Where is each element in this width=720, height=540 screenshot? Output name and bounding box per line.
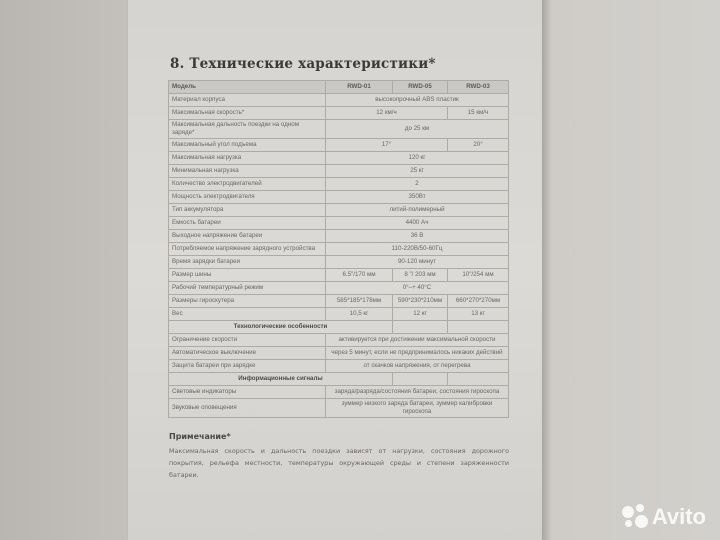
table-row — [169, 120, 509, 139]
table-row — [169, 152, 509, 165]
row-label: Максимальный угол подъема — [169, 139, 326, 152]
row-label: Выходное напряжение батареи — [169, 230, 326, 243]
row-label: Ограничение скорости — [169, 334, 326, 347]
table-row — [169, 347, 509, 360]
row-label: Вес — [169, 308, 326, 321]
value-cell: высокопрочный ABS пластик — [326, 94, 509, 107]
empty-cell — [393, 373, 448, 386]
value-cell: 6.5"/170 мм — [326, 269, 393, 282]
value-cell: 8 "/ 203 мм — [393, 269, 448, 282]
note-text: Максимальная скорость и дальность поездки зависят от нагрузки, состояния дорожного покрытия, рельефа местности, температуры окружающей среды и степени заряженности батареи. — [169, 447, 509, 479]
value-cell: 20° — [448, 139, 509, 152]
value-cell: 2 — [326, 178, 509, 191]
value-cell: активируется при достижении максимальной скорости — [326, 334, 509, 347]
table-row — [169, 191, 509, 204]
value-cell: 90-120 минут — [326, 256, 509, 269]
value-cell: 15 км/ч — [448, 107, 509, 120]
table-row — [169, 178, 509, 191]
row-label: Емкость батареи — [169, 217, 326, 230]
value-cell: 120 кг — [326, 152, 509, 165]
table-row — [169, 360, 509, 373]
value-cell: 0°–+ 40°С — [326, 282, 509, 295]
row-label: Материал корпуса — [169, 94, 326, 107]
value-cell: литий-полимерный — [326, 204, 509, 217]
section-heading: Технологические особенности — [169, 321, 393, 334]
table-row — [169, 139, 509, 152]
row-label: Тип аккумулятора — [169, 204, 326, 217]
table-row — [169, 165, 509, 178]
table-row — [169, 204, 509, 217]
table-row — [169, 282, 509, 295]
row-label: Максимальная нагрузка — [169, 152, 326, 165]
value-cell: 110-220В/50-60Гц — [326, 243, 509, 256]
row-label: Рабочий температурный режим — [169, 282, 326, 295]
empty-cell — [448, 321, 509, 334]
row-label: Максимальная скорость* — [169, 107, 326, 120]
table-row — [169, 295, 509, 308]
value-cell: 36 В — [326, 230, 509, 243]
content-flow — [168, 80, 508, 481]
table-row — [169, 308, 509, 321]
value-cell: 660*270*270мм — [448, 295, 509, 308]
table-row — [169, 94, 509, 107]
row-label: Количество электродвигателей — [169, 178, 326, 191]
row-label: Автоматическое выключение — [169, 347, 326, 360]
value-cell: 25 кг — [326, 165, 509, 178]
row-label: Модель — [169, 81, 326, 94]
row-label: Максимальная дальность поездки на одном заряде* — [169, 120, 326, 139]
value-cell: 17° — [326, 139, 448, 152]
value-cell: до 25 км — [326, 120, 509, 139]
avito-watermark — [622, 504, 706, 530]
value-cell: 13 кг — [448, 308, 509, 321]
value-cell: 590*230*210мм — [393, 295, 448, 308]
background-surface — [0, 0, 130, 540]
table-row — [169, 334, 509, 347]
row-label: Потребляемое напряжение зарядного устройства — [169, 243, 326, 256]
row-label: Размер шины — [169, 269, 326, 282]
table-row — [169, 399, 509, 418]
value-cell: 10,5 кг — [326, 308, 393, 321]
row-label: Световые индикаторы — [169, 386, 326, 399]
value-cell: через 5 минут, если не предпринималось никаких действий — [326, 347, 509, 360]
table-row — [169, 386, 509, 399]
value-cell: 350Вт — [326, 191, 509, 204]
table-row — [169, 269, 509, 282]
row-label: Звуковые оповещения — [169, 399, 326, 418]
avito-logo-icon — [622, 504, 648, 530]
empty-cell — [393, 321, 448, 334]
watermark-text: Avito — [651, 504, 706, 529]
value-cell: RWD-05 — [393, 81, 448, 94]
empty-cell — [448, 373, 509, 386]
value-cell: 12 км/ч — [326, 107, 448, 120]
row-label: Защита батареи при зарядке — [169, 360, 326, 373]
value-cell: зуммер низкого заряда батареи, зуммер калибровки гироскопа — [326, 399, 509, 418]
table-row — [169, 243, 509, 256]
value-cell: 4400 Ач — [326, 217, 509, 230]
spec-table — [168, 80, 509, 418]
table-header-row — [169, 81, 509, 94]
value-cell: RWD-03 — [448, 81, 509, 94]
table-section-row — [169, 373, 509, 386]
value-cell: заряда/разряда/состояния батареи, состояния гироскопа — [326, 386, 509, 399]
row-label: Минимальная нагрузка — [169, 165, 326, 178]
table-section-row — [169, 321, 509, 334]
note-title: Примечание* — [169, 432, 231, 441]
value-cell: 10"/254 мм — [448, 269, 509, 282]
value-cell: 12 кг — [393, 308, 448, 321]
adjacent-page — [542, 0, 720, 540]
section-title: 8. Технические характеристики* — [170, 56, 436, 72]
value-cell: 585*185*178мм — [326, 295, 393, 308]
table-row — [169, 256, 509, 269]
section-heading: Информационные сигналы — [169, 373, 393, 386]
table-row — [169, 230, 509, 243]
row-label: Время зарядки батареи — [169, 256, 326, 269]
table-row — [169, 107, 509, 120]
value-cell: RWD-01 — [326, 81, 393, 94]
value-cell: от скачков напряжения, от перегрева — [326, 360, 509, 373]
row-label: Мощность электродвигателя — [169, 191, 326, 204]
row-label: Размеры гироскутера — [169, 295, 326, 308]
table-row — [169, 217, 509, 230]
